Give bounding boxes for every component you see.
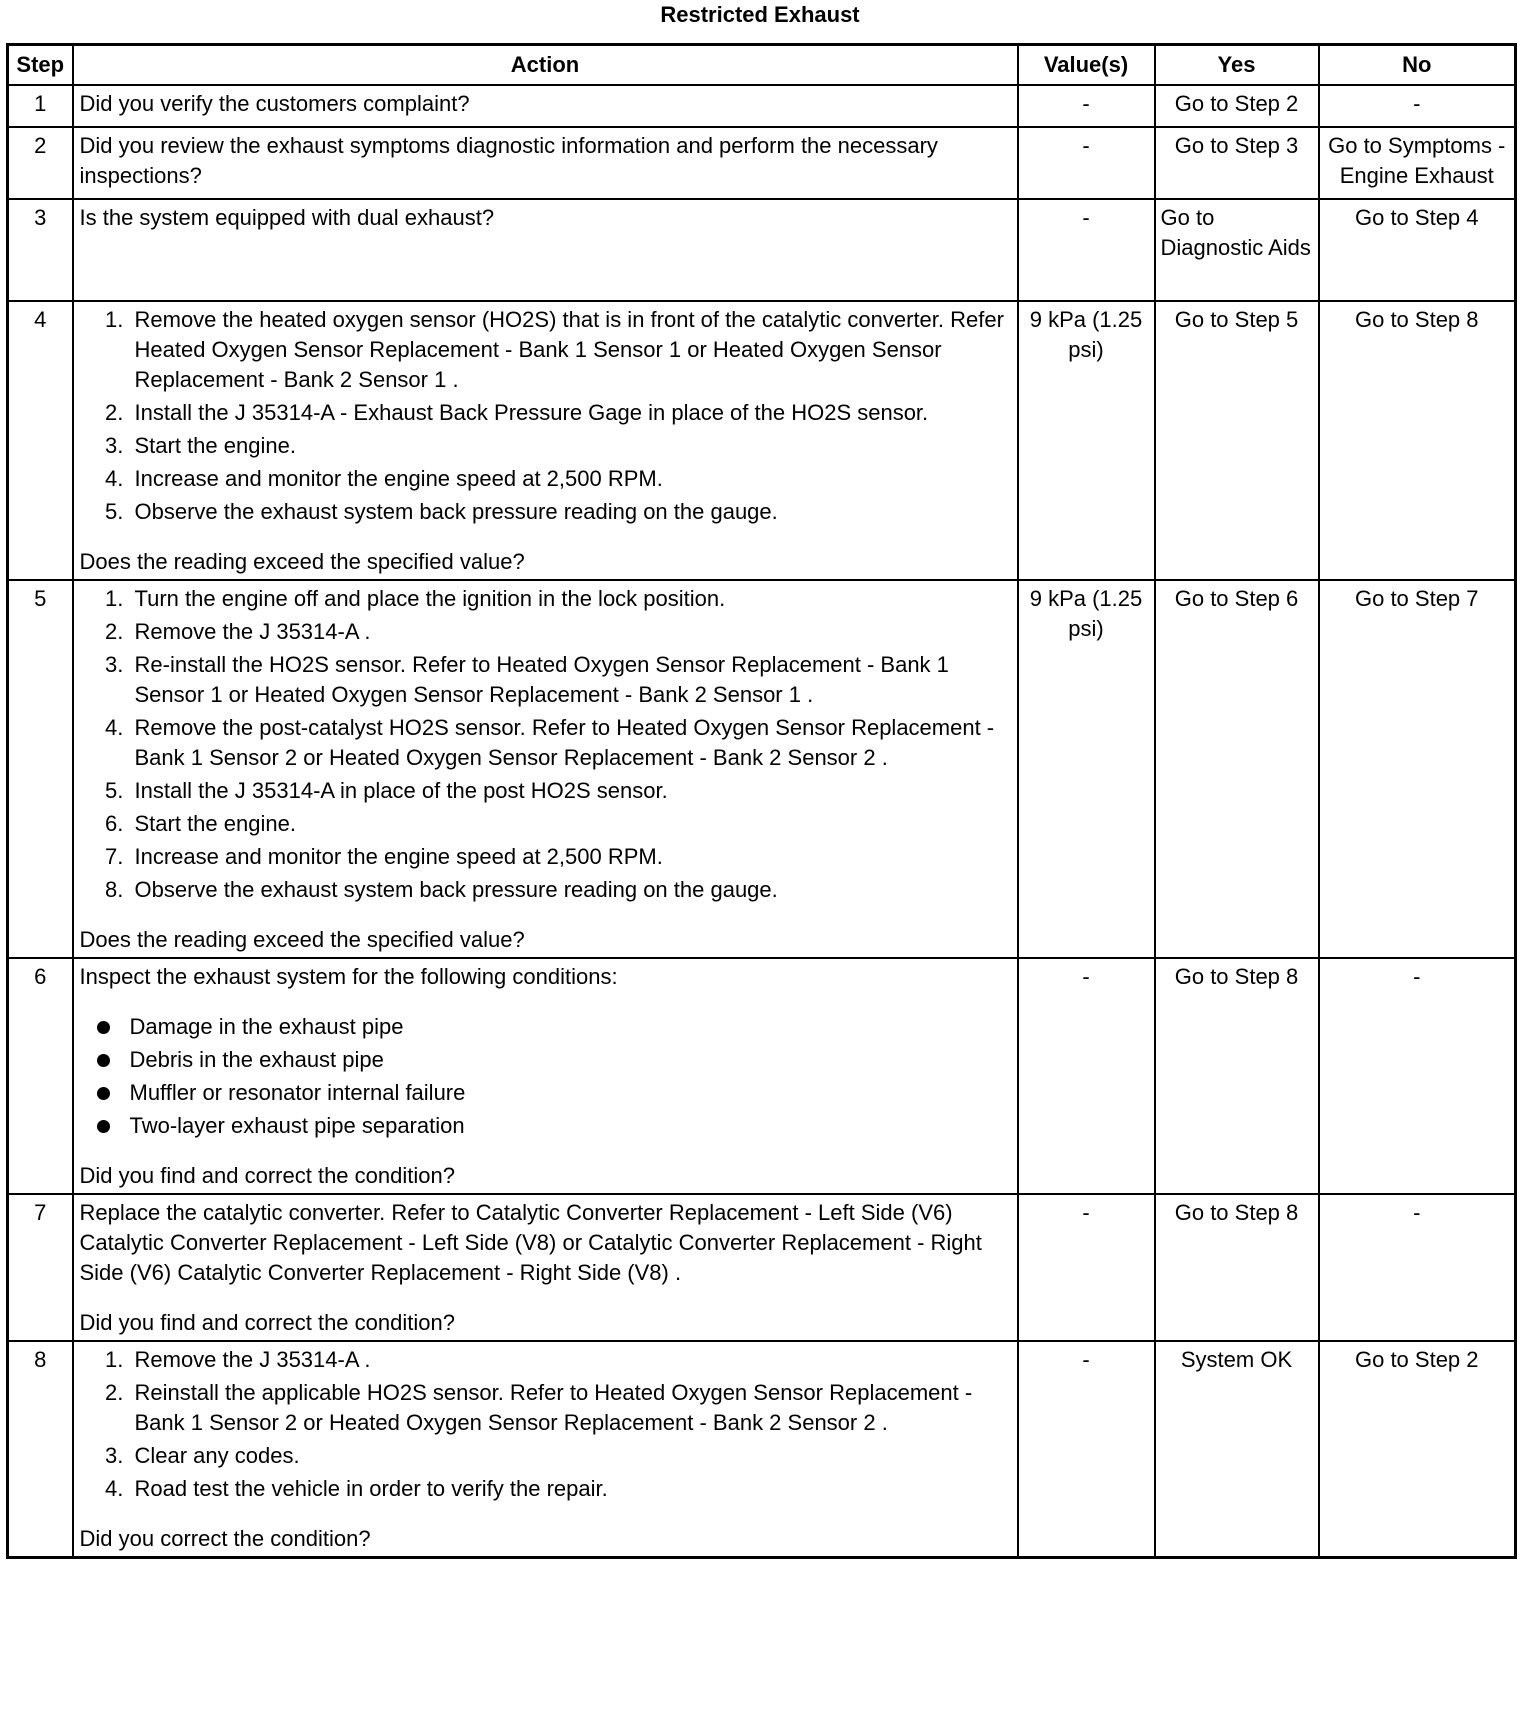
action-cell [73,958,1018,1194]
value-cell: - [1018,1194,1155,1341]
yes-cell: Go to Step 3 [1155,127,1319,199]
list-item: 6. Start the engine. [130,809,1011,839]
table-row [8,958,1516,1194]
step-number: 3 [8,199,73,301]
no-cell: Go to Symptoms - Engine Exhaust [1319,127,1516,199]
action-text: Is the system equipped with dual exhaust? [73,199,1018,301]
no-cell: - [1319,958,1516,1194]
yes-cell: Go to Step 5 [1155,301,1319,580]
condition-list [80,1012,1011,1141]
action-text: Did you verify the customers complaint? [73,85,1018,127]
value-cell: 9 kPa (1.25 psi) [1018,580,1155,958]
list-item: 4. Road test the vehicle in order to verify the repair. [130,1474,1011,1504]
yes-cell: Go to Step 6 [1155,580,1319,958]
action-text: Replace the catalytic converter. Refer to Catalytic Converter Replacement - Left Side (V6) Catalytic Converter Replacement - Left Side (V8) or Catalytic Converter Replacement - Right Side (V6) Catalytic Converter Replacement - Right Side (V8) . [79,1200,982,1285]
header-step: Step [8,45,73,86]
value-cell: - [1018,85,1155,127]
value-cell: - [1018,958,1155,1194]
value-cell: - [1018,199,1155,301]
question-text: Does the reading exceed the specified value? [79,549,525,574]
question-text: Did you correct the condition? [79,1526,371,1551]
header-action: Action [73,45,1018,86]
yes-cell: Go to Diagnostic Aids [1155,199,1319,301]
no-cell: - [1319,1194,1516,1341]
step-number: 7 [8,1194,73,1341]
list-item: 4. Increase and monitor the engine speed at 2,500 RPM. [130,464,1011,494]
action-cell [73,580,1018,958]
list-item: 2. Reinstall the applicable HO2S sensor. Refer to Heated Oxygen Sensor Replacement - Bank 1 Sensor 2 or Heated Oxygen Sensor Replacement - Bank 2 Sensor 2 . [130,1378,1011,1438]
list-item: 5. Install the J 35314-A in place of the post HO2S sensor. [130,776,1011,806]
list-item: 8. Observe the exhaust system back pressure reading on the gauge. [130,875,1011,905]
yes-cell: Go to Step 8 [1155,958,1319,1194]
procedure-list [80,305,1011,527]
list-item: Damage in the exhaust pipe [130,1012,1011,1042]
header-yes: Yes [1155,45,1319,86]
table-row [8,127,1516,199]
step-number: 1 [8,85,73,127]
table-row [8,85,1516,127]
intro-text: Inspect the exhaust system for the following conditions: [79,964,618,989]
list-item: 4. Remove the post-catalyst HO2S sensor. Refer to Heated Oxygen Sensor Replacement - Bank 1 Sensor 2 or Heated Oxygen Sensor Replacement - Bank 2 Sensor 2 . [130,713,1011,773]
list-item: Muffler or resonator internal failure [130,1078,1011,1108]
list-item: 1. Remove the J 35314-A . [130,1345,1011,1375]
diagnostic-table [6,43,1517,1559]
header-values: Value(s) [1018,45,1155,86]
procedure-list [80,1345,1011,1504]
yes-cell: Go to Step 8 [1155,1194,1319,1341]
table-header-row [8,45,1516,86]
step-number: 2 [8,127,73,199]
yes-cell: Go to Step 2 [1155,85,1319,127]
list-item: 2. Remove the J 35314-A . [130,617,1011,647]
page-title: Restricted Exhaust [660,2,860,27]
question-text: Did you find and correct the condition? [79,1163,455,1188]
no-cell: - [1319,85,1516,127]
action-cell [73,1194,1018,1341]
question-text: Did you find and correct the condition? [79,1310,455,1335]
table-row [8,1341,1516,1558]
value-cell: - [1018,1341,1155,1558]
no-cell: Go to Step 8 [1319,301,1516,580]
table-row [8,199,1516,301]
table-row [8,580,1516,958]
step-number: 6 [8,958,73,1194]
table-row [8,301,1516,580]
list-item: 3. Start the engine. [130,431,1011,461]
action-cell [73,1341,1018,1558]
header-no: No [1319,45,1516,86]
list-item: 1. Turn the engine off and place the ignition in the lock position. [130,584,1011,614]
list-item: 1. Remove the heated oxygen sensor (HO2S) that is in front of the catalytic converter. Refer Heated Oxygen Sensor Replacement - Bank 1 Sensor 1 or Heated Oxygen Sensor Replacement - Bank 2 Sensor 1 . [130,305,1011,395]
list-item: 5. Observe the exhaust system back pressure reading on the gauge. [130,497,1011,527]
no-cell: Go to Step 4 [1319,199,1516,301]
step-number: 4 [8,301,73,580]
list-item: 7. Increase and monitor the engine speed at 2,500 RPM. [130,842,1011,872]
no-cell: Go to Step 2 [1319,1341,1516,1558]
procedure-list [80,584,1011,905]
value-cell: - [1018,127,1155,199]
list-item: Two-layer exhaust pipe separation [130,1111,1011,1141]
step-number: 5 [8,580,73,958]
list-item: 3. Clear any codes. [130,1441,1011,1471]
action-cell [73,301,1018,580]
list-item: 2. Install the J 35314-A - Exhaust Back Pressure Gage in place of the HO2S sensor. [130,398,1011,428]
value-cell: 9 kPa (1.25 psi) [1018,301,1155,580]
yes-cell: System OK [1155,1341,1319,1558]
question-text: Does the reading exceed the specified value? [79,927,525,952]
step-number: 8 [8,1341,73,1558]
no-cell: Go to Step 7 [1319,580,1516,958]
list-item: Debris in the exhaust pipe [130,1045,1011,1075]
action-text: Did you review the exhaust symptoms diagnostic information and perform the necessary inspections? [73,127,1018,199]
list-item: 3. Re-install the HO2S sensor. Refer to Heated Oxygen Sensor Replacement - Bank 1 Sensor 1 or Heated Oxygen Sensor Replacement - Bank 2 Sensor 1 . [130,650,1011,710]
table-row [8,1194,1516,1341]
